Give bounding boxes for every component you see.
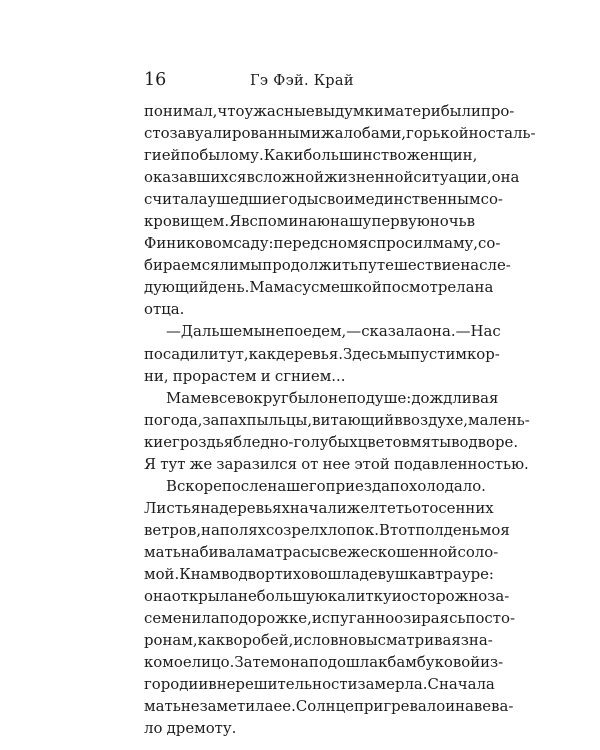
word: желтеть — [346, 498, 413, 517]
text-line — [144, 100, 515, 122]
word: в — [426, 564, 436, 583]
word: своим — [318, 190, 366, 209]
word: нерешительности — [216, 675, 358, 694]
word: ужасные — [244, 102, 315, 120]
word: похолодало. — [390, 476, 486, 495]
word: день. — [208, 278, 250, 297]
word: по — [219, 609, 239, 628]
word: воробей, — [225, 631, 294, 650]
word: Финиковом — [144, 234, 234, 253]
word: от — [301, 454, 319, 473]
word: трауре: — [435, 564, 494, 583]
text-line — [144, 188, 503, 210]
word: Как — [263, 146, 294, 165]
word: былому. — [199, 146, 264, 165]
word: Дальше — [180, 322, 243, 341]
word: подошла — [308, 653, 379, 672]
word: ни, — [144, 366, 169, 385]
word: считала — [144, 190, 208, 209]
word: в — [394, 410, 403, 429]
word: гроздья — [172, 432, 234, 451]
word: кие — [144, 432, 173, 451]
word: деревья. — [276, 344, 344, 363]
word: перед — [273, 234, 320, 253]
word: — — [455, 322, 471, 341]
word: словно — [303, 631, 358, 650]
word: она — [491, 168, 520, 187]
word: в — [466, 212, 476, 231]
word: малень- — [467, 410, 530, 429]
word: вокруг — [236, 388, 289, 407]
word: созрел — [266, 520, 320, 539]
word: за- — [487, 587, 510, 606]
word: тут, — [218, 344, 249, 363]
word: сто — [144, 124, 170, 143]
text-line — [144, 563, 494, 585]
word: носталь- — [468, 124, 536, 143]
word: со- — [480, 190, 503, 209]
text-line — [144, 607, 515, 629]
word: моя — [479, 520, 510, 539]
word: женщин, — [406, 146, 478, 165]
word: бамбуковой — [387, 653, 481, 672]
word: дующий — [144, 278, 209, 297]
word: как — [248, 344, 277, 363]
word: тот — [389, 520, 416, 539]
word: не — [328, 388, 347, 407]
word: мяты — [410, 432, 452, 451]
word: кор- — [466, 344, 500, 363]
text-line — [144, 651, 504, 673]
word: осенних — [429, 498, 494, 517]
text-line — [144, 365, 456, 387]
text-line — [144, 210, 476, 232]
word: не — [265, 322, 285, 341]
word: что — [217, 102, 245, 120]
word: девушка — [359, 564, 427, 583]
word: сказала — [361, 322, 424, 341]
word: посмотрела — [381, 278, 475, 297]
word: ли — [219, 256, 239, 275]
word: Нас — [470, 322, 501, 341]
word: горькой — [406, 124, 469, 143]
word: воздухе, — [402, 410, 468, 429]
word: дорожке, — [238, 609, 312, 628]
word: жалобами, — [320, 124, 407, 143]
word: и — [445, 697, 456, 716]
running-header: Гэ Фэй. Край — [250, 73, 354, 89]
word: Солнце — [295, 697, 354, 716]
text-line — [144, 497, 494, 519]
word: сном — [319, 234, 359, 253]
text-line — [144, 254, 511, 276]
word: посадили — [144, 344, 219, 363]
text-line — [144, 320, 501, 342]
text-line — [144, 695, 514, 717]
word: понимал, — [144, 102, 218, 120]
word: ночь — [429, 212, 467, 231]
word: комое — [144, 653, 192, 672]
word: бираемся — [144, 256, 220, 275]
word: душе: — [365, 388, 412, 407]
word: отца. — [144, 300, 185, 319]
word: испуганно — [311, 609, 395, 628]
text-line — [144, 453, 529, 475]
word: бледно-голубых — [233, 432, 358, 451]
word: тихо — [274, 564, 311, 583]
text-line — [144, 144, 478, 166]
word: от — [412, 498, 430, 517]
word: начали — [289, 498, 347, 517]
word: Я — [144, 454, 157, 473]
word: — — [346, 322, 362, 341]
text-line — [144, 166, 520, 188]
word: нам — [190, 564, 222, 583]
text-line — [144, 717, 456, 739]
word: же — [189, 454, 213, 473]
word: мы — [242, 322, 266, 341]
text-line — [144, 343, 500, 365]
word: гией — [144, 146, 181, 165]
word: прорастем — [172, 366, 257, 385]
word: заразился — [216, 454, 298, 473]
word: и — [293, 146, 304, 165]
word: пригревало — [353, 697, 446, 716]
word: заметила — [199, 697, 274, 716]
word: погода, — [144, 410, 203, 429]
word: запах — [202, 410, 247, 429]
word: зна- — [460, 631, 493, 650]
text-line — [144, 122, 536, 144]
text-line — [144, 276, 494, 298]
word: дождливая — [411, 388, 499, 407]
word: она — [281, 653, 309, 672]
word: я — [358, 234, 368, 253]
word: мы — [386, 344, 411, 363]
text-line — [144, 519, 510, 541]
word: все — [210, 388, 237, 407]
word: осторожно — [401, 587, 488, 606]
word: полдень — [415, 520, 480, 539]
word: вспоминаю — [241, 212, 331, 231]
word: пустим — [410, 344, 467, 363]
word: ронам, — [144, 631, 198, 650]
word: цветов — [357, 432, 411, 451]
text-line — [144, 431, 519, 453]
word: сложной — [254, 168, 325, 187]
word: дремоту. — [166, 719, 237, 738]
word: продолжить — [262, 256, 359, 275]
word: не — [180, 697, 200, 716]
word: набивала — [180, 542, 255, 561]
word: было — [288, 388, 329, 407]
word: матрасы — [254, 542, 322, 561]
word: она — [144, 587, 172, 606]
word: на — [201, 520, 220, 539]
word: и — [260, 366, 271, 385]
word: хлопок. — [319, 520, 379, 539]
word: нашего — [267, 476, 326, 495]
word: по — [465, 609, 485, 628]
word: В — [379, 520, 390, 539]
word: в — [246, 168, 255, 187]
word: по — [180, 146, 200, 165]
word: вошла — [310, 564, 360, 583]
text-line — [144, 585, 510, 607]
word: усмешкой — [302, 278, 382, 297]
word: кровищем. — [144, 212, 230, 231]
word: мать — [144, 542, 181, 561]
word: как — [197, 631, 226, 650]
word: поедем, — [284, 322, 347, 341]
word: пыльцы, — [246, 410, 313, 429]
word: ло — [144, 719, 163, 738]
word: и — [293, 631, 304, 650]
word: ветров, — [144, 520, 202, 539]
word: мы — [238, 256, 263, 275]
word: годы — [280, 190, 319, 209]
word: лицо. — [191, 653, 235, 672]
text-line — [144, 298, 456, 320]
word: на — [200, 498, 220, 517]
word: после — [221, 476, 268, 495]
word: оказавшихся — [144, 168, 247, 187]
text-line — [144, 673, 495, 695]
word: Затем — [234, 653, 282, 672]
word: высматривая — [357, 631, 461, 650]
word: во — [221, 564, 239, 583]
word: калитку — [327, 587, 392, 606]
word: во — [451, 432, 469, 451]
word: подавленностью. — [394, 454, 529, 473]
word: нее — [322, 454, 351, 473]
word: путешествие — [358, 256, 461, 275]
word: в — [208, 675, 217, 694]
word: сто- — [484, 609, 515, 628]
word: Мама — [249, 278, 294, 297]
word: спросил — [367, 234, 433, 253]
word: на — [460, 256, 480, 275]
word: дворе. — [468, 432, 519, 451]
word: на — [474, 278, 494, 297]
word: жизненной — [324, 168, 414, 187]
word: саду: — [233, 234, 274, 253]
text-line — [144, 541, 499, 563]
word: Вскоре — [166, 476, 222, 495]
word: тут — [160, 454, 186, 473]
word: озираясь — [394, 609, 466, 628]
word: мой. — [144, 564, 180, 583]
word: Я — [229, 212, 242, 231]
word: матери — [383, 102, 441, 120]
page-number: 16 — [144, 70, 167, 90]
word: двор — [238, 564, 275, 583]
word: завуалированными — [169, 124, 321, 143]
word: — — [166, 322, 181, 341]
word: ее. — [273, 697, 296, 716]
word: ситуации, — [413, 168, 492, 187]
word: про- — [480, 102, 515, 120]
word: соло- — [457, 542, 499, 561]
text-line — [144, 409, 530, 431]
word: из- — [480, 653, 504, 672]
word: городи — [144, 675, 199, 694]
word: полях — [219, 520, 266, 539]
word: со- — [478, 234, 501, 253]
word: Здесь — [343, 344, 387, 363]
word: Листья — [144, 498, 201, 517]
word: Маме — [166, 388, 211, 407]
word: ушедшие — [207, 190, 281, 209]
word: выдумки — [314, 102, 384, 120]
word: были — [440, 102, 481, 120]
word: небольшую — [238, 587, 328, 606]
word: по — [346, 388, 366, 407]
word: Сначала — [427, 675, 495, 694]
word: К — [179, 564, 191, 583]
word: маму, — [432, 234, 479, 253]
body-text — [144, 100, 536, 739]
text-line — [144, 387, 499, 409]
word: и — [391, 587, 402, 606]
word: она. — [423, 322, 456, 341]
word: единственным — [365, 190, 481, 209]
word: с — [293, 278, 303, 297]
text-line — [144, 232, 501, 254]
word: деревьях — [219, 498, 290, 517]
word: сгнием... — [274, 366, 346, 385]
word: семенила — [144, 609, 220, 628]
word: нашу — [330, 212, 372, 231]
word: навева- — [455, 697, 514, 716]
word: сле- — [479, 256, 511, 275]
word: свежескошенной — [321, 542, 458, 561]
word: приезда — [325, 476, 391, 495]
word: мать — [144, 697, 181, 716]
word: витающий — [312, 410, 395, 429]
text-line — [144, 629, 493, 651]
word: замерла. — [357, 675, 428, 694]
word: первую — [371, 212, 430, 231]
text-line — [144, 475, 486, 497]
word: большинство — [303, 146, 407, 165]
word: и — [198, 675, 209, 694]
word: этой — [354, 454, 390, 473]
word: открыла — [171, 587, 239, 606]
word: к — [378, 653, 388, 672]
